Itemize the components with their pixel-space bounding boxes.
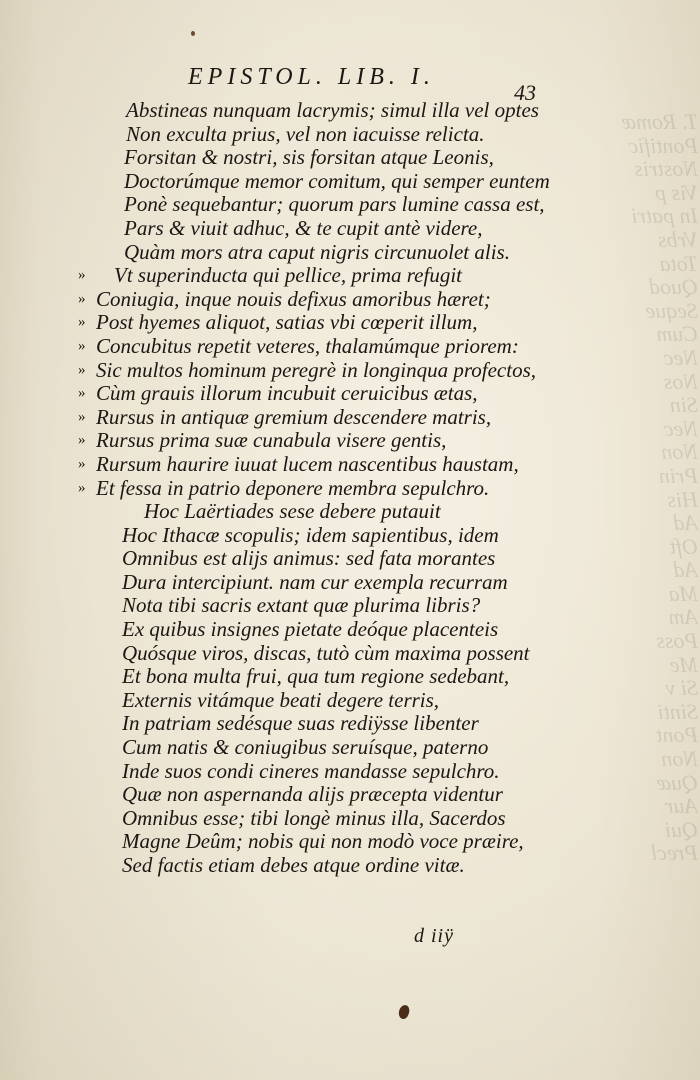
- verse-text: Sed factis etiam debes atque ordine vitæ.: [122, 853, 465, 877]
- verse-line: [78, 807, 518, 831]
- verse-text: Sic multos hominum peregrè in longinqua profectos,: [96, 357, 536, 382]
- verse-line: [78, 736, 518, 760]
- signature-mark: d iiÿ: [414, 925, 454, 947]
- verse-block: [78, 98, 550, 878]
- verse-text: Non exculta prius, vel non iacuisse relicta.: [126, 121, 485, 146]
- verse-line: [78, 712, 518, 736]
- quotation-mark: »: [78, 455, 86, 472]
- verse-text: Dura intercipiunt. nam cur exempla recurram: [122, 569, 508, 594]
- verse-text: Ex quibus insignes pietate deóque placenteis: [122, 617, 499, 642]
- verse-text: Rursum haurire iuuat lucem nascentibus haustam,: [96, 451, 519, 476]
- verse-line: [78, 783, 518, 807]
- verse-line: [78, 288, 518, 312]
- verse-text: Hoc Ithacæ scopulis; idem sapientibus, idem: [122, 522, 499, 547]
- verse-text: Omnibus esse; tibi longè minus illa, Sacerdos: [122, 805, 506, 830]
- verse-line: [78, 500, 518, 524]
- quotation-mark: »: [78, 479, 86, 496]
- show-through-text: T. Romæ Pontific Nostris Vis p In patri Vrbs Tota Quod Seque Cum Nec Nos Sin Nec Non Prin His Ad Oft Ad Ma Am Poss Me Si v Sinti Pont Non Quæ Aur Qui Precl: [621, 110, 698, 866]
- verse-line: [78, 311, 518, 335]
- quotation-mark: »: [78, 408, 86, 425]
- verse-text: Concubitus repetit veteres, thalamúmque priorem:: [96, 333, 519, 358]
- verse-line: [78, 854, 518, 878]
- quotation-mark: »: [78, 267, 86, 284]
- verse-line: [78, 571, 518, 595]
- verse-text: Quósque viros, discas, tutò cùm maxima possent: [122, 640, 530, 665]
- verse-line: [78, 477, 518, 501]
- page-number: 43: [514, 80, 536, 105]
- verse-text: Hoc Laërtiades sese debere putauit: [144, 499, 441, 524]
- verse-text: Vt superinducta qui pellice, prima refugit: [114, 263, 463, 288]
- verse-line: [78, 665, 518, 689]
- verse-text: Cum natis & coniugibus seruísque, paterno: [122, 735, 489, 760]
- verse-text: Rursus prima suæ cunabula visere gentis,: [96, 428, 447, 453]
- verse-line: [78, 146, 518, 170]
- verse-text: Nota tibi sacris extant quæ plurima libris?: [122, 593, 481, 618]
- verse-text: Ponè sequebantur; quorum pars lumine cassa est,: [124, 192, 545, 217]
- quotation-mark: »: [78, 385, 86, 402]
- verse-line: [78, 524, 518, 548]
- verse-text: Et fessa in patrio deponere membra sepulchro.: [96, 475, 490, 500]
- verse-line: [78, 594, 518, 618]
- verse-line: [78, 406, 518, 430]
- verse-text: Rursus in antiquæ gremium descendere matris,: [96, 404, 492, 429]
- ink-speck: [191, 31, 195, 36]
- verse-text: Et bona multa frui, qua tum regione sedebant,: [122, 664, 510, 689]
- running-title: EPISTOL. LIB. I.: [188, 64, 435, 90]
- verse-line: [78, 264, 518, 288]
- verse-line: [78, 382, 518, 406]
- verse-text: Quæ non aspernanda alijs præcepta videntur: [122, 782, 503, 807]
- verse-text: Coniugia, inque nouis defixus amoribus hæret;: [96, 286, 491, 311]
- verse-text: Externis vitámque beati degere terris,: [122, 687, 440, 712]
- verse-text: Abstineas nunquam lacrymis; simul illa vel optes: [126, 98, 539, 122]
- verse-line: [78, 429, 518, 453]
- verse-line: [78, 760, 518, 784]
- verse-line: [78, 217, 518, 241]
- verse-line: [78, 168, 550, 194]
- verse-text: Post hyemes aliquot, satias vbi cœperit illum,: [96, 310, 478, 335]
- verse-text: Quàm mors atra caput nigris circunuolet alis.: [124, 239, 510, 264]
- quotation-mark: »: [78, 337, 86, 354]
- quotation-mark: »: [78, 290, 86, 307]
- verse-line: [78, 335, 518, 359]
- verse-line: [78, 829, 524, 854]
- verse-text: In patriam sedésque suas rediÿsse libenter: [122, 711, 479, 736]
- verse-text: Pars & viuit adhuc, & te cupit antè videre,: [124, 215, 483, 240]
- ink-blot: [397, 1004, 411, 1020]
- verse-line: [78, 192, 545, 217]
- verse-line: [78, 241, 518, 265]
- verse-line: [78, 689, 518, 713]
- verse-text: Doctorúmque memor comitum, qui semper euntem: [124, 168, 550, 193]
- quotation-mark: »: [78, 361, 86, 378]
- verse-line: [78, 640, 530, 666]
- verse-line: [78, 453, 518, 477]
- verse-line: [78, 357, 536, 383]
- verse-line: [78, 98, 539, 123]
- quotation-mark: »: [78, 314, 86, 331]
- verse-text: Magne Deûm; nobis qui non modò voce præire,: [122, 829, 524, 854]
- verse-line: [78, 547, 518, 571]
- quotation-mark: »: [78, 432, 86, 449]
- verse-line: [78, 618, 518, 642]
- verse-text: Omnibus est alijs animus: sed fata morantes: [122, 546, 496, 571]
- verse-text: Forsitan & nostri, sis forsitan atque Leonis,: [124, 145, 494, 170]
- verse-text: Cùm grauis illorum incubuit ceruicibus ætas,: [96, 381, 478, 406]
- verse-text: Inde suos condi cineres mandasse sepulchro.: [122, 758, 500, 783]
- verse-line: [78, 123, 518, 147]
